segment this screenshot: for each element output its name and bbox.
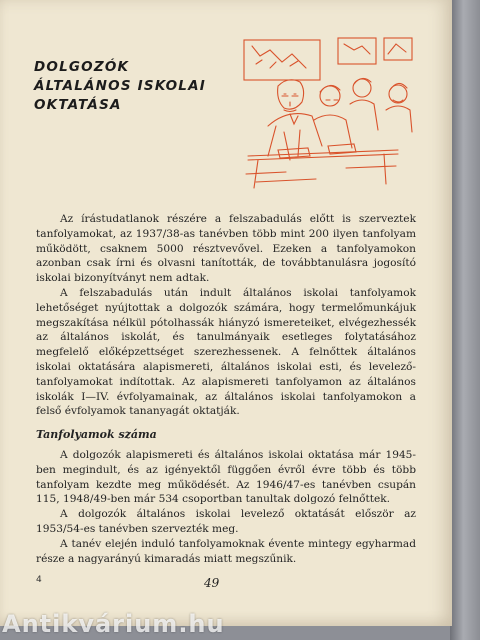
paragraph: A dolgozók alapismereti és általános iskolai oktatása már 1945-ben megindult, és az igényektől függően évről évre több és több tanfolyam kezdte meg működését. Az 1946/47-es tanévben csupán 115, 1948/49-ben már 534 csoportban tanultak dolgozó felnőttek. — [36, 449, 416, 506]
printer-signature: 4 — [36, 575, 42, 585]
teacher-body — [268, 114, 322, 146]
intro-text — [36, 212, 416, 419]
teacher-head — [278, 80, 304, 109]
wall-picture-sketch — [252, 46, 306, 68]
chapter-title — [34, 58, 214, 115]
chapter-title-line: OKTATÁSA — [34, 97, 122, 113]
book-spine — [450, 0, 480, 640]
classroom-illustration — [238, 34, 418, 194]
section-text — [36, 448, 416, 566]
wall-frame — [338, 38, 376, 64]
section-subheading: Tanfolyamok száma — [36, 428, 157, 441]
desk — [248, 150, 398, 160]
paragraph: A felszabadulás után indult általános iskolai tanfolyamok lehetőséget nyújtottak a dolgozók számára, hogy termelőmunkájuk megszakítása nélkül pótolhassák hiányzó ismereteiket, elvégezhessék az általános iskolát, és tanulmányaik esetleges folytatásához megfelelő előképzettséget szerezhessenek. A felnőttek általános iskolai oktatására alapismereti, általános iskolai esti, és levelező-tanfolyamokat indítottak. Az alapismereti tanfolyamon az általános iskolák I—IV. évfolyamainak, az általános iskolai tanfolyamokon a felső évfolyamok tananyagát oktatják. — [36, 286, 416, 418]
paragraph: A tanév elején induló tanfolyamoknak évente mintegy egyharmad része a nagyarányú kimaradás miatt megszűnik. — [36, 537, 416, 565]
paragraph: A dolgozók általános iskolai levelező oktatását először az 1953/54-es tanévben szervezték meg. — [36, 508, 416, 535]
chapter-title-line: ÁLTALÁNOS ISKOLAI — [34, 78, 206, 94]
page-number: 49 — [204, 576, 220, 590]
paragraph: Az írástudatlanok részére a felszabadulás előtt is szerveztek tanfolyamokat, az 1937/38-as tanévben több mint 200 ilyen tanfolyam működött, csaknem 5000 résztvevővel. Ezeken a tanfolyamokon azonban csak írni és olvasni tanították, de továbbtanulásra jogosító iskolai bizonyítványt nem adtak. — [36, 213, 416, 285]
chapter-title-line: DOLGOZÓK — [34, 59, 130, 75]
wall-picture — [244, 40, 320, 80]
watermark: Antikvárium.hu — [2, 610, 225, 638]
